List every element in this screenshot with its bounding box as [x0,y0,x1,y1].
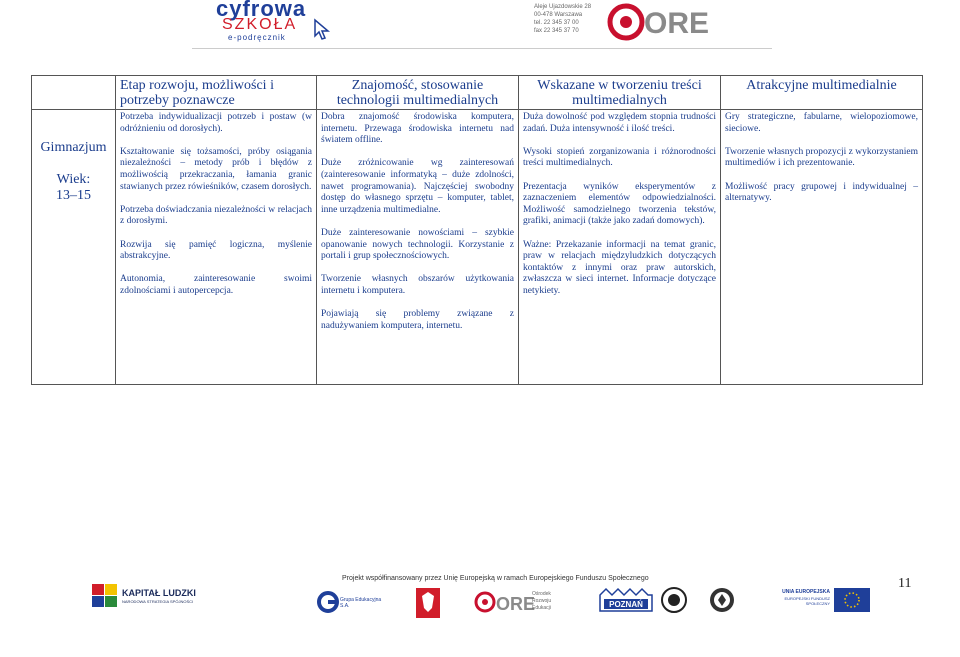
paragraph: Autonomia, zainteresowanie swoimi zdolnościami i autopercepcja. [120,274,312,296]
paragraph: Gry strategiczne, fabularne, wielopoziomowe, sieciowe. [725,112,918,134]
stage-cell [32,110,116,385]
address-line: fax 22 345 37 70 [534,28,579,34]
kapital-ludzki-sub: NARODOWA STRATEGIA SPÓJNOŚCI [122,599,194,604]
ore-footer-icon [474,590,536,614]
university-seal-icon [660,586,688,614]
cursor-icon [312,18,332,40]
ge-text: Grupa Edukacyjna S.A. [340,597,382,609]
stage-name: Gimnazjum [40,140,107,155]
col-stage-needs [116,110,317,385]
paragraph: Tworzenie własnych propozycji z wykorzystaniem multimediów i ich prezentowanie. [725,146,918,169]
ge-icon [318,592,338,612]
address-block [534,3,591,35]
paragraph: Możliwość pracy grupowej i indywidualnej – alternatywy. [725,181,918,204]
header-cell-technology: Znajomość, stosowanie technologii multimedialnych [317,76,519,110]
col-technology [317,110,519,385]
paragraph: Duże zróżnicowanie wg zainteresowań (zainteresowanie informatyką – duże zdolności, nawet programowania). Najczęściej swobodny dostęp do własnego sprzętu – komputer, tablet, inne urządzenia multimedialne. [321,158,514,215]
brand-epodrecznik: e-podręcznik [228,33,286,42]
eu-flag-icon [834,588,870,612]
col-content [519,110,721,385]
ore-side-text [532,591,551,612]
eu-sub: EUROPEJSKI FUNDUSZ SPOŁECZNY [784,596,830,606]
header-cell-attractive: Atrakcyjne multimedialnie [721,76,923,110]
brand-cyfrowa: cyfrowa [216,0,307,21]
kapital-ludzki-text: KAPITAŁ LUDZKI [122,588,196,598]
kapital-ludzki-logo [92,584,222,610]
paragraph: Ważne: Przekazanie informacji na temat granic, praw w relacjach międzyludzkich dotyczących kontaktów z innymi oraz praw autorskich, zwłaszcza w sieci internet. Informacje dotyczące netykiety. [523,239,716,296]
age-range: 13–15 [56,188,91,203]
pl-emblem-icon [416,588,440,618]
paragraph: Prezentacja wyników eksperymentów z zaznaczeniem elementów odpowiedzialności. Możliwość samodzielnego tworzenia tekstów, grafiki, animacji (także jako zadań domowych). [523,181,716,227]
ore-side-line: Edukacji [532,605,551,611]
paragraph: Dobra znajomość środowiska komputera, internetu. Przewaga środowiska internetu nad światem offline. [321,112,514,146]
paragraph: Potrzeba indywidualizacji potrzeb i postaw (w odróżnieniu od dorosłych). [120,112,312,134]
ore-side-line: Rozwoju [532,598,552,604]
paragraph: Wysoki stopień zorganizowania i różnorodności treści multimedialnych. [523,146,716,169]
table-row [32,110,923,385]
paragraph: Kształtowanie się tożsamości, próby osiągania niezależności – metody prób i błędów z możliwością przekraczania, łamania granic stawianych przez rówieśników, czasem dorosłych. [120,146,312,192]
ore-logo [606,2,710,42]
header-cell-empty [32,76,116,110]
header-cell-content: Wskazane w tworzeniu treści multimedialnych [519,76,721,110]
academy-seal-icon [708,586,736,614]
header-rule [192,48,772,49]
poznan-icon [596,585,656,615]
age-label: Wiek: [56,172,91,187]
col-attractive [721,110,923,385]
ore-footer-text: ORE [496,594,536,614]
paragraph: Tworzenie własnych obszarów użytkowania internetu i komputera. [321,274,514,296]
ore-footer-logo [474,590,566,614]
paragraph: Duże zainteresowanie nowościami – szybkie opanowanie nowych technologii. Korzystanie z portali i grup społecznościowych. [321,227,514,262]
address-line: 00-478 Warszawa [534,12,583,18]
table-header-row [32,76,923,110]
address-line: tel. 22 345 37 00 [534,20,579,26]
paragraph: Potrzeba doświadczania niezależności w relacjach z dorosłymi. [120,204,312,227]
ore-logo-text: ORE [644,7,710,40]
paragraph: Rozwija się pamięć logiczna, myślenie abstrakcyjne. [120,239,312,262]
poznan-logo [596,585,656,615]
ore-side-line: Ośrodek [532,591,551,597]
eu-text: UNIA EUROPEJSKA [782,589,830,595]
paragraph: Pojawiają się problemy związane z nadużywaniem komputera, internetu. [321,309,514,331]
development-table [31,75,923,385]
eu-logo [770,588,870,616]
grupa-edukacyjna-logo [318,592,384,614]
header-cell-stage: Etap rozwoju, możliwości i potrzeby poznawcze [116,76,317,110]
address-line: Aleje Ujazdowskie 28 [534,4,592,10]
project-funding-text: Projekt współfinansowany przez Unię Europejską w ramach Europejskiego Funduszu Społecznego [342,575,649,582]
poznan-text: POZNAŃ [609,600,643,609]
ore-logo-icon [606,2,710,42]
page-number: 11 [898,576,912,591]
brand-szkola: SZKOŁA [222,16,298,33]
kapital-ludzki-icon [92,584,118,608]
paragraph: Duża dowolność pod względem stopnia trudności zadań. Duża intensywność i ilość treści. [523,112,716,134]
